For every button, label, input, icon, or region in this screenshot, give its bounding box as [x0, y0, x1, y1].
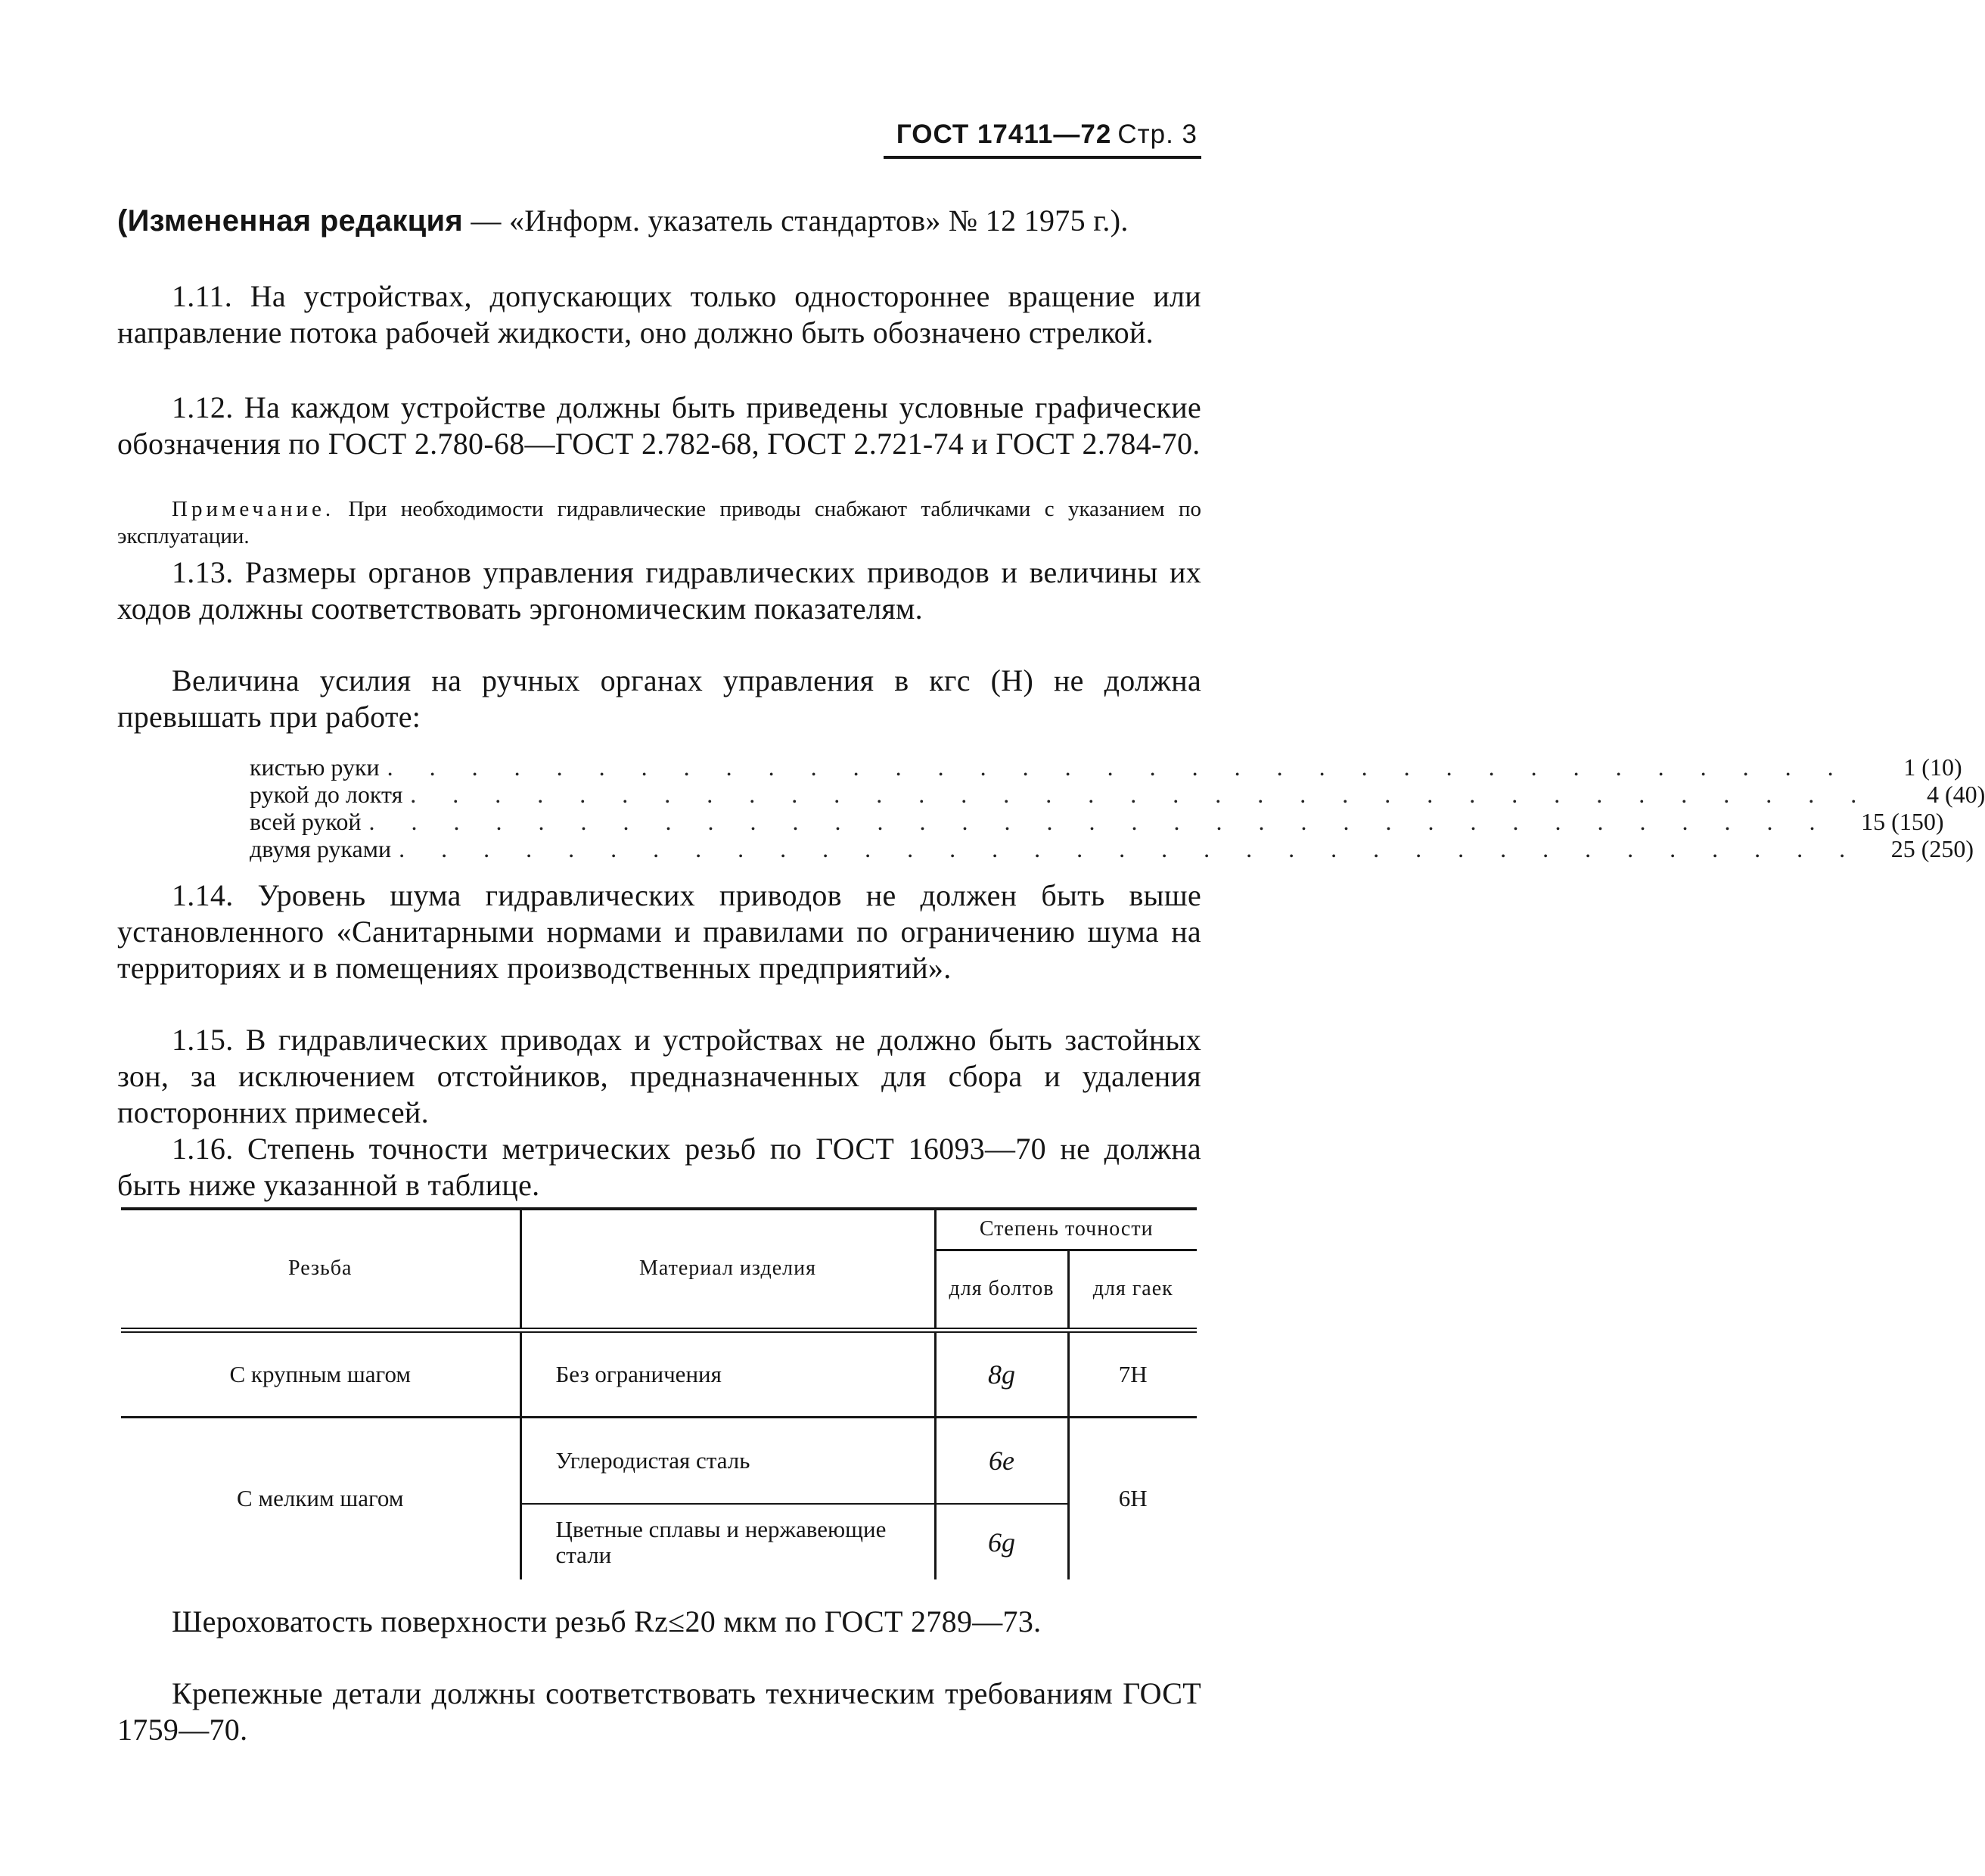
cell-nuts-7h: 7H: [1068, 1330, 1197, 1417]
force-label: кистью руки: [250, 753, 380, 781]
header-material: Материал изделия: [520, 1209, 935, 1330]
header-precision: Степень точности: [935, 1209, 1197, 1250]
clause-1-13-text: 1.13. Размеры органов управления гидравлических приводов и величины их ходов должны соответствовать эргономическим показателям.: [117, 555, 1201, 626]
cell-thread-fine: С мелким шагом: [237, 1485, 404, 1512]
fasteners-text: Крепежные детали должны соответствовать техническим требованиям ГОСТ 1759—70.: [117, 1676, 1201, 1747]
force-value: 4 (40): [1926, 781, 1985, 808]
force-row: кистью руки . . . . . . . . . . . . . . . . . . . . . . . . . . . . . . . . . . . 1 (10): [250, 753, 1962, 781]
clause-1-11-text: 1.11. На устройствах, допускающих только одностороннее вращение или направление потока рабочей жидкости, оно должно быть обозначено стрелкой.: [117, 279, 1201, 349]
cell-bolts-6e: 6e: [935, 1417, 1068, 1504]
header-bolts: для болтов: [935, 1250, 1068, 1330]
clause-1-12-text: 1.12. На каждом устройстве должны быть приведены условные графические обозначения по ГОСТ 2.780-68—ГОСТ 2.782-68, ГОСТ 2.721-74 и ГОСТ 2.784-70.: [117, 390, 1201, 461]
cell-material-alloys: Цветные сплавы и нержавеющие стали: [520, 1504, 935, 1579]
cell-thread-coarse: С крупным шагом: [121, 1330, 520, 1417]
header-thread: Резьба: [121, 1209, 520, 1330]
clause-1-11: [117, 278, 1201, 351]
cell-material-carbon-steel: Углеродистая сталь: [520, 1417, 935, 1504]
force-label: рукой до локтя: [250, 781, 403, 808]
force-label: всей рукой: [250, 808, 362, 835]
revision-source: — «Информ. указатель стандартов» № 12 1975 г.).: [463, 203, 1129, 238]
clause-1-16: [117, 1131, 1201, 1204]
force-row: рукой до локтя . . . . . . . . . . . . . . . . . . . . . . . . . . . . . . . . . . . 4 (40): [250, 781, 1985, 808]
clause-1-13: [117, 554, 1201, 627]
note-label: Примечание.: [172, 497, 335, 521]
note: [117, 495, 1201, 550]
header-nuts: для гаек: [1068, 1250, 1197, 1330]
cell-bolts-6g: 6g: [935, 1504, 1068, 1579]
fasteners-clause: [117, 1676, 1201, 1748]
force-list: [250, 753, 1985, 862]
note-text: При необходимости гидравлические приводы снабжают табличками с указанием по эксплуатации.: [117, 497, 1201, 548]
roughness-clause: [117, 1604, 1201, 1640]
clause-1-15: [117, 1022, 1201, 1131]
clause-1-14: [117, 877, 1201, 986]
page-number: Стр. 3: [1117, 120, 1198, 149]
revision-label: (Измененная редакция: [117, 204, 464, 238]
clause-1-14-text: 1.14. Уровень шума гидравлических приводов не должен быть выше установленного «Санитарными нормами и правилами по ограничению шума на территориях и в помещениях производственных предприятий».: [117, 878, 1201, 985]
clause-1-15-text: 1.15. В гидравлических приводах и устройствах не должно быть застойных зон, за исключением отстойников, предназначенных для сбора и удаления посторонних примесей.: [117, 1023, 1201, 1129]
force-value: 25 (250): [1890, 835, 1974, 862]
force-value: 1 (10): [1903, 753, 1962, 781]
force-label: двумя руками: [250, 835, 392, 862]
force-row: всей рукой . . . . . . . . . . . . . . . . . . . . . . . . . . . . . . . . . . . 15 (150): [250, 808, 1944, 835]
cell-material-any: Без ограничения: [520, 1330, 935, 1417]
revision-note: [117, 203, 1201, 239]
clause-1-12: [117, 390, 1201, 462]
force-intro-text: Величина усилия на ручных органах управления в кгс (Н) не должна превышать при работе:: [117, 663, 1201, 734]
clause-1-16-text: 1.16. Степень точности метрических резьб по ГОСТ 16093—70 не должна быть ниже указанной в таблице.: [117, 1132, 1201, 1202]
thread-precision-table: [121, 1207, 1197, 1579]
force-value: 15 (150): [1861, 808, 1944, 835]
force-intro: [117, 663, 1201, 735]
running-header: [896, 120, 1198, 150]
standard-number: ГОСТ 17411—72: [896, 120, 1112, 149]
force-row: двумя руками . . . . . . . . . . . . . . . . . . . . . . . . . . . . . . . . . . . 25 (250): [250, 835, 1974, 862]
cell-bolts-8g: 8g: [935, 1330, 1068, 1417]
cell-nuts-6h: 6H: [1068, 1417, 1197, 1579]
header-rule: [884, 156, 1201, 159]
roughness-text: Шероховатость поверхности резьб Rz≤20 мкм по ГОСТ 2789—73.: [172, 1604, 1042, 1638]
